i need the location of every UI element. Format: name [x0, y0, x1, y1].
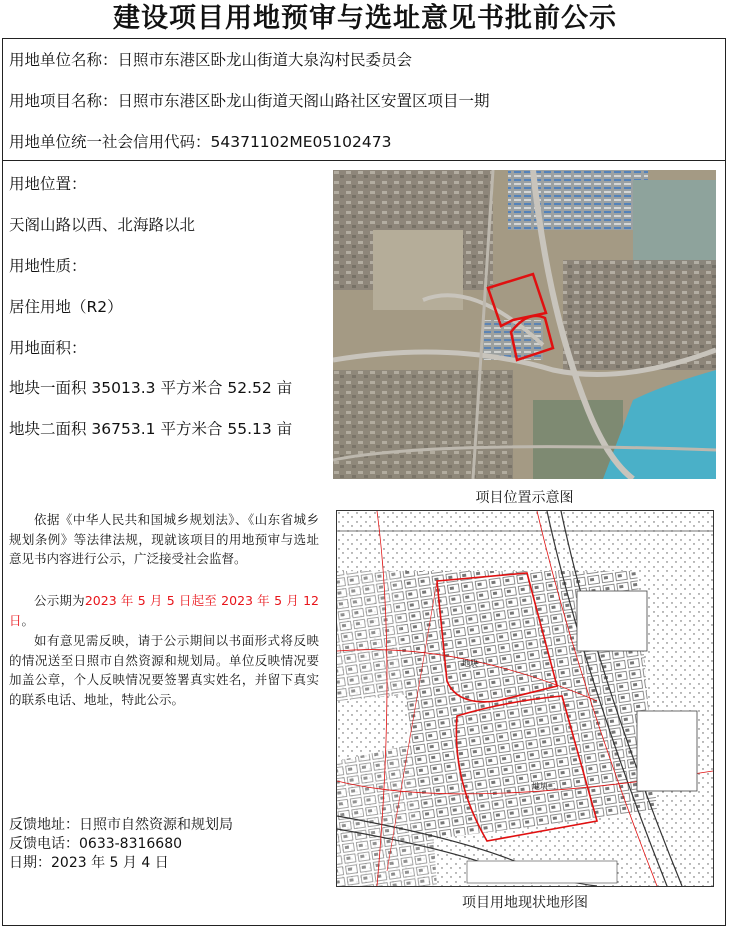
nature-label: 用地性质： [9, 257, 87, 275]
area-label: 用地面积： [9, 339, 87, 357]
feedback-phone: 反馈电话：0633-8316680 [9, 836, 183, 852]
location-label: 用地位置： [9, 175, 87, 193]
notice-paragraph-1: 依据《中华人民共和国城乡规划法》、《山东省城乡规划条例》等法律法规，现就该项目的用地预审与选址意见书内容进行公示，广泛接受社会监督。 [9, 512, 319, 566]
location-value: 天阁山路以西、北海路以北 [9, 216, 196, 234]
notice-paragraph-2 [9, 591, 319, 630]
area-parcel-2: 地块二面积 36753.1 平方米合 55.13 亩 [9, 420, 293, 438]
location-map [333, 170, 716, 479]
feedback-address: 反馈地址：日照市自然资源和规划局 [9, 817, 233, 833]
nature-value: 居住用地（R2） [9, 298, 123, 316]
unit-name: 用地单位名称：日照市东港区卧龙山街道大泉沟村民委员会 [9, 51, 413, 69]
terrain-map-caption: 项目用地现状地形图 [462, 895, 588, 911]
divider-top [2, 160, 726, 161]
credit-code: 用地单位统一社会信用代码：54371102ME05102473 [9, 133, 392, 151]
parcel-2-label: 地块二 [532, 782, 556, 791]
project-name: 用地项目名称：日照市东港区卧龙山街道天阁山路社区安置区项目一期 [9, 92, 490, 110]
notice-period: 2023 年 5 月 5 日起至 2023 年 5 月 12 日 [9, 593, 319, 628]
area-parcel-1: 地块一面积 35013.3 平方米合 52.52 亩 [9, 379, 293, 397]
notice-period-suffix: 。 [21, 612, 35, 628]
terrain-map [336, 510, 714, 887]
page-title: 建设项目用地预审与选址意见书批前公示 [113, 3, 617, 34]
location-map-caption: 项目位置示意图 [475, 490, 574, 506]
notice-period-prefix: 公示期为 [34, 593, 85, 608]
parcel-1-label: 地块一 [462, 659, 486, 668]
notice-paragraph-3: 如有意见需反映，请于公示期间以书面形式将反映的情况送至日照市自然资源和规划局。单位反映情况要加盖公章，个人反映情况要签署真实姓名，并留下真实的联系电话、地址，特此公示。 [9, 633, 319, 707]
feedback-date: 日期：2023 年 5 月 4 日 [9, 855, 169, 871]
